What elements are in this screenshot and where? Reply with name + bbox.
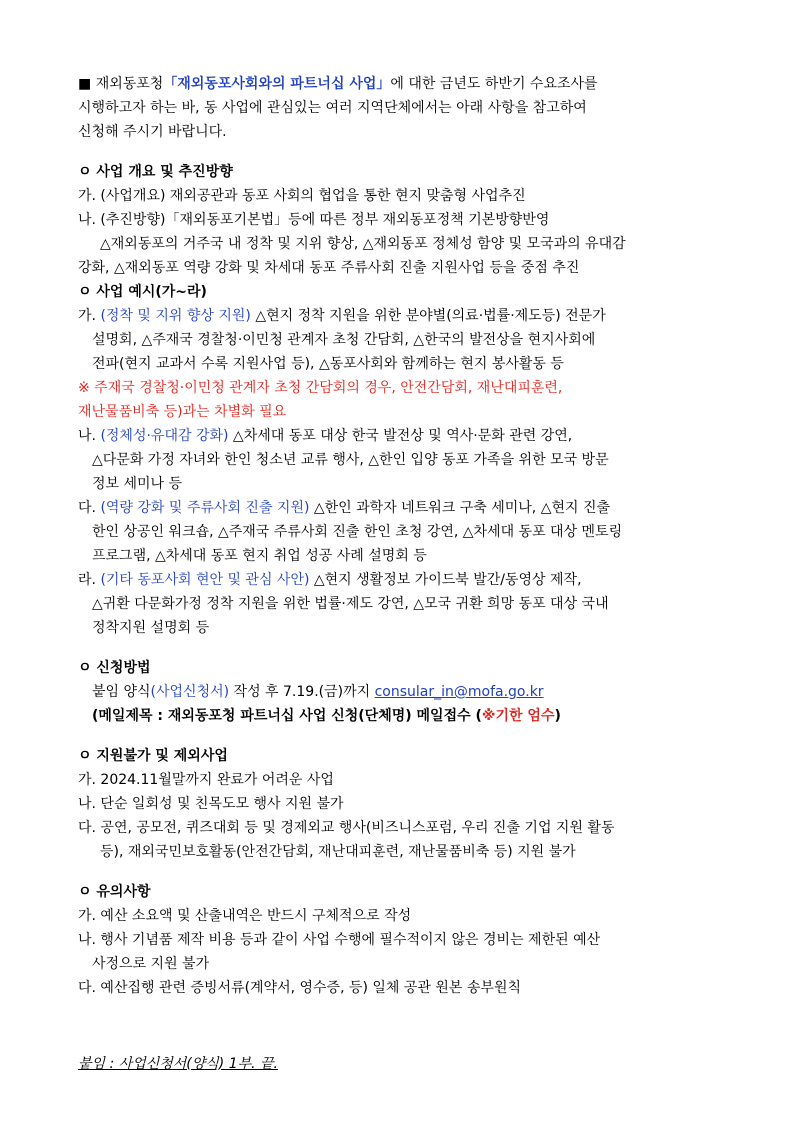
example-na-line-2: △다문화 가정 자녀와 한인 청소년 교류 행사, △한인 입양 동포 가족을 위한 모국 방문 — [92, 452, 609, 468]
excluded-line-4: 등), 재외국민보호활동(안전간담회, 재난대피훈련, 재난물품비축 등) 지원 불가 — [100, 844, 576, 860]
excluded-line-1: 가. 2024.11월말까지 완료가 어려운 사업 — [78, 772, 334, 788]
example-na-line-3: 정보 세미나 등 — [92, 476, 183, 492]
email-link[interactable]: consular_in@mofa.go.kr — [374, 684, 544, 700]
example-da-line-3: 프로그램, △차세대 동포 현지 취업 성공 사례 설명회 등 — [92, 548, 427, 564]
example-na-line-1: 나. (정체성·유대감 강화) △차세대 동포 대상 한국 발전상 및 역사·문화 관련 강연, — [78, 428, 573, 444]
section-heading-apply: ㅇ 신청방법 — [78, 660, 151, 676]
square-bullet-icon: ■ — [78, 76, 92, 92]
example-note-line-1: ※ 주재국 경찰청·이민청 관계자 초청 간담회의 경우, 안전간담회, 재난대피훈련, — [78, 380, 563, 396]
intro-line-1: ■ 재외동포청「재외동포사회와의 파트너십 사업」에 대한 금년도 하반기 수요조사를 — [78, 76, 598, 92]
example-da-line-1: 다. (역량 강화 및 주류사회 진출 지원) △한인 과학자 네트워크 구축 세미나, △현지 진출 — [78, 500, 611, 516]
example-ra-line-1: 라. (기타 동포사회 현안 및 관심 사안) △현지 생활정보 가이드북 발간/동영상 제작, — [78, 572, 582, 588]
intro-line-3: 신청해 주시기 바랍니다. — [78, 124, 227, 140]
excluded-line-2: 나. 단순 일회성 및 친목도모 행사 지원 불가 — [78, 796, 344, 812]
attachment-note: 붙임 : 사업신청서(양식) 1부. 끝. — [78, 1056, 279, 1072]
overview-line-1: 가. (사업개요) 재외공관과 동포 사회의 협업을 통한 현지 맞춤형 사업추진 — [78, 188, 526, 204]
overview-line-3: △재외동포의 거주국 내 정착 및 지위 향상, △재외동포 정체성 함양 및 모국과의 유대감 — [100, 236, 626, 252]
example-ga-line-3: 전파(현지 교과서 수록 지원사업 등), △동포사회와 함께하는 현지 봉사활동 등 — [92, 356, 564, 372]
overview-line-4: 강화, △재외동포 역량 강화 및 차세대 동포 주류사회 진출 지원사업 등을 중점 추진 — [78, 260, 580, 276]
example-ra-line-2: △귀환 다문화가정 정착 지원을 위한 법률·제도 강연, △모국 귀환 희망 동포 대상 국내 — [92, 596, 609, 612]
notes-line-1: 가. 예산 소요액 및 산출내역은 반드시 구체적으로 작성 — [78, 908, 412, 924]
example-ga-line-1: 가. (정착 및 지위 향상 지원) △현지 정착 지원을 위한 분야별(의료·법률·제도등) 전문가 — [78, 308, 606, 324]
example-ga-line-2: 설명회, △주재국 경찰청·이민청 관계자 초청 간담회, △한국의 발전상을 현지사회에 — [92, 332, 596, 348]
section-heading-examples: ㅇ 사업 예시(가~라) — [78, 284, 207, 300]
section-heading-excluded: ㅇ 지원불가 및 제외사업 — [78, 748, 228, 764]
excluded-line-3: 다. 공연, 공모전, 퀴즈대회 등 및 경제외교 행사(비즈니스포럼, 우리 진출 기업 지원 활동 — [78, 820, 615, 836]
notes-line-2: 나. 행사 기념품 제작 비용 등과 같이 사업 수행에 필수적이지 않은 경비는 제한된 예산 — [78, 932, 601, 948]
intro-line-2: 시행하고자 하는 바, 동 사업에 관심있는 여러 지역단체에서는 아래 사항을 참고하여 — [78, 100, 587, 116]
example-note-line-2: 재난물품비축 등)과는 차별화 필요 — [78, 404, 287, 420]
notes-line-3: 사정으로 지원 불가 — [92, 956, 210, 972]
apply-line-1: 붙임 양식(사업신청서) 작성 후 7.19.(금)까지 consular_in@mofa.go.kr — [92, 684, 544, 700]
notes-line-4: 다. 예산집행 관련 증빙서류(계약서, 영수증, 등) 일체 공관 원본 송부원칙 — [78, 980, 521, 996]
program-name: 「재외동포사회와의 파트너십 사업」 — [163, 76, 391, 92]
section-heading-notes: ㅇ 유의사항 — [78, 884, 151, 900]
apply-line-2: (메일제목 : 재외동포청 파트너십 사업 신청(단체명) 메일접수 (※기한 엄수) — [92, 708, 561, 724]
example-da-line-2: 한인 상공인 워크숍, △주재국 주류사회 진출 한인 초청 강연, △차세대 동포 대상 멘토링 — [92, 524, 623, 540]
section-heading-overview: ㅇ 사업 개요 및 추진방향 — [78, 164, 233, 180]
document-body — [78, 72, 758, 1076]
example-ra-line-3: 정착지원 설명회 등 — [92, 620, 210, 636]
overview-line-2: 나. (추진방향)「재외동포기본법」등에 따른 정부 재외동포정책 기본방향반영 — [78, 212, 550, 228]
